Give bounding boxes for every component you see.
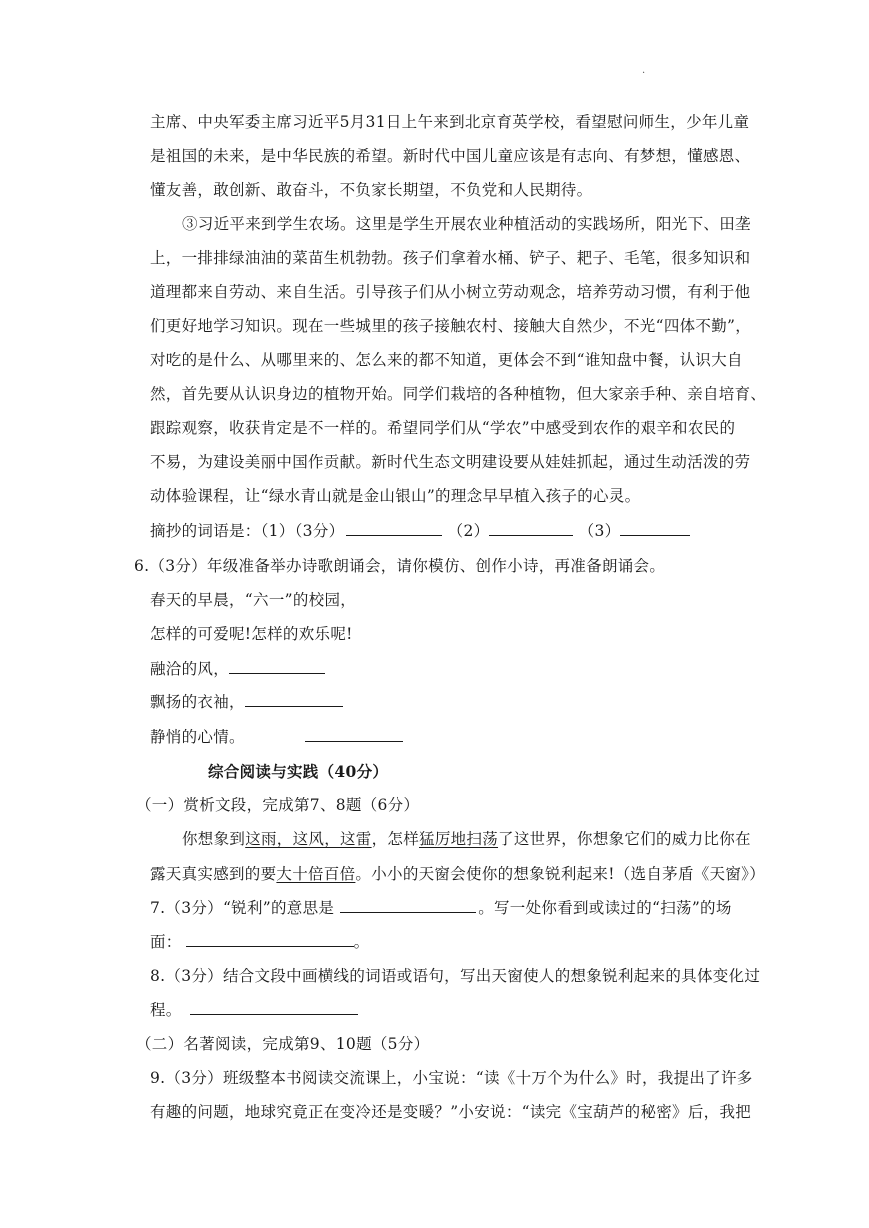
underlined-phrase: 猛厉地扫荡 (419, 830, 499, 848)
passage-line: ③习近平来到学生农场。这里是学生开展农业种植活动的实践场所，阳光下、田垄 (182, 215, 751, 233)
question-7-text: 面： (150, 933, 182, 951)
excerpt-text: 你想象到 (182, 830, 246, 848)
excerpt-text: ，怎样 (371, 830, 420, 848)
section-title: 综合阅读与实践（40分） (208, 762, 389, 781)
excerpt-line (182, 829, 751, 849)
q7-blank-1[interactable] (340, 898, 476, 913)
answer-blank-1[interactable] (346, 521, 442, 536)
q7-blank-2[interactable] (186, 932, 354, 947)
passage-line: 们更好地学习知识。现在一些城里的孩子接触农村、接触大自然少，不光“四体不勤”， (150, 317, 752, 335)
underlined-phrase: 大十倍百倍 (276, 865, 356, 883)
excerpt-text: 了这世界，你想象它们的威力比你在 (498, 830, 751, 848)
poem-line-with-blank (150, 659, 325, 679)
question-8-text: 程。 (150, 1001, 182, 1019)
part-2-heading: （二）名著阅读，完成第9、10题（5分） (136, 1035, 430, 1053)
question-7-line (150, 898, 732, 918)
question-9-line: 9.（3分）班级整本书阅读交流课上，小宝说：“读《十万个为什么》时，我提出了许多 (150, 1069, 753, 1087)
question-7-text: 。 (353, 933, 370, 951)
passage-line: 对吃的是什么、从哪里来的、怎么来的都不知道，更体会不到“谁知盘中餐，认识大自 (150, 351, 743, 369)
poem-line-with-blank (150, 727, 403, 747)
answer-blank-3[interactable] (620, 521, 690, 536)
poem-blank-1[interactable] (229, 659, 325, 674)
question-7-text: 。写一处你看到或读过的“扫荡”的场 (478, 899, 732, 917)
passage-line: 动体验课程，让“绿水青山就是金山银山”的理念早早植入孩子的心灵。 (150, 487, 641, 505)
poem-blank-3[interactable] (305, 727, 403, 742)
question-7-text: 7.（3分）“锐利”的意思是 (150, 899, 335, 917)
poem-text: 飘扬的衣袖， (150, 693, 245, 711)
passage-line: 跟踪观察，收获肯定是不一样的。希望同学们从“学农”中感受到农作的艰辛和农民的 (150, 419, 736, 437)
poem-blank-2[interactable] (245, 692, 343, 707)
poem-line: 怎样的可爱呢!怎样的欢乐呢! (150, 625, 353, 643)
part-1-text: （一）赏析文段，完成第7、8题（6分） (136, 796, 420, 814)
poem-text: 融洽的风， (150, 660, 230, 678)
passage-line: 是祖国的未来，是中华民族的希望。新时代中国儿童应该是有志向、有梦想，懂感恩、 (150, 147, 751, 165)
passage-line: 上，一排排绿油油的菜苗生机勃勃。孩子们拿着水桶、铲子、耙子、毛笔，很多知识和 (150, 249, 751, 267)
excerpt-line (150, 864, 765, 884)
poem-text: 静悄的心情。 (150, 728, 245, 746)
question-9-line: 有趣的问题，地球究竟正在变冷还是变暖？”小安说：“读完《宝葫芦的秘密》后，我把 (150, 1103, 752, 1121)
answer-blank-2[interactable] (489, 521, 573, 536)
blank-2-label: （2） (447, 522, 490, 540)
question-8-stem: 8.（3分）结合文段中画横线的词语或语句，写出天窗使人的想象锐利起来的具体变化过 (150, 967, 761, 985)
excerpt-text: 露天真实感到的要 (150, 865, 277, 883)
question-7-line (150, 932, 369, 952)
question-6-stem: 6.（3分）年级准备举办诗歌朗诵会，请你模仿、创作小诗，再准备朗诵会。 (134, 557, 666, 575)
blank-3-label: （3） (578, 522, 621, 540)
question-8-line (150, 1000, 358, 1020)
poem-line: 春天的早晨，“六一”的校园， (150, 591, 357, 609)
excerpt-answer-line (150, 521, 690, 541)
poem-line-with-blank (150, 692, 343, 712)
passage-line: 然，首先要从认识身边的植物开始。同学们栽培的各种植物，但大家亲手种、亲自培育、 (150, 385, 767, 403)
excerpt-text: 。小小的天窗会使你的想象锐利起来!（选自茅盾《天窗》） (355, 865, 766, 883)
part-1-heading (136, 795, 419, 815)
passage-line: 懂友善，敢创新、敢奋斗，不负家长期望，不负党和人民期待。 (150, 181, 593, 199)
passage-line: 不易，为建设美丽中国作贡献。新时代生态文明建设要从娃娃抓起，通过生动活泼的劳 (150, 453, 751, 471)
excerpt-label: 摘抄的词语是：（1）（3分） (150, 522, 345, 540)
passage-line: 道理都来自劳动、来自生活。引导孩子们从小树立劳动观念，培养劳动习惯，有利于他 (150, 283, 751, 301)
header-mark: . (642, 65, 646, 76)
q8-blank[interactable] (190, 1000, 358, 1015)
underlined-phrase: 这雨，这风，这雷 (245, 830, 372, 848)
passage-line: 主席、中央军委主席习近平5月31日上午来到北京育英学校，看望慰问师生，少年儿童 (150, 113, 750, 131)
